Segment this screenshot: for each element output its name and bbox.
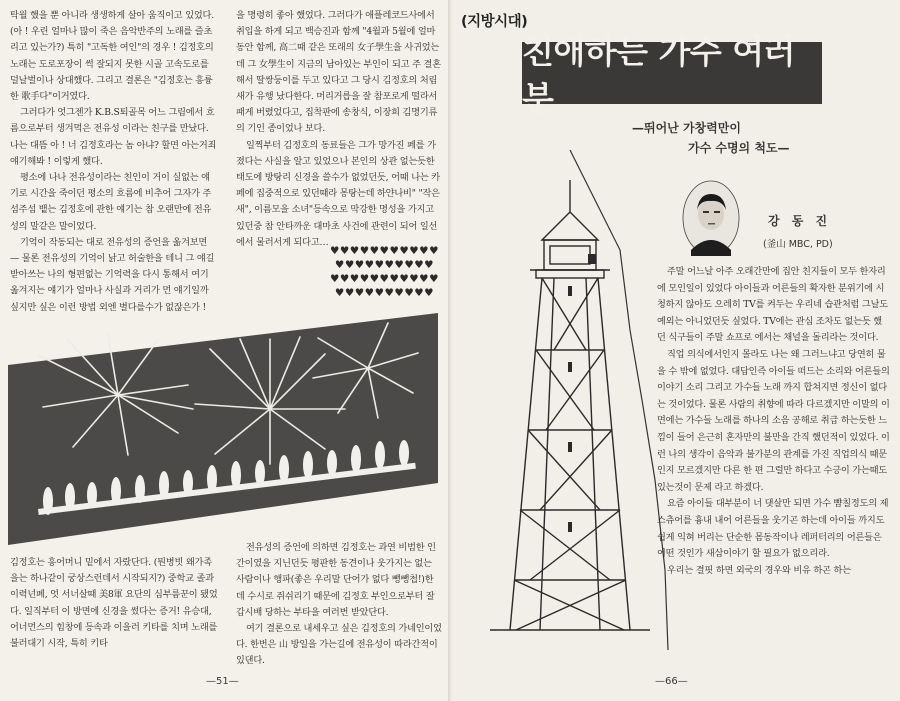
fireworks-crowd-photo [8, 313, 438, 545]
tower-illustration [470, 150, 670, 650]
author-portrait [682, 180, 740, 256]
paragraph: 탁월 했을 뿐 아니라 생생하게 살아 움직이고 있었다. (아 ! 우린 얼마나 많이 죽은 음악반주의 노래를 즐초리고 있는가?) 특히 "고독한 여인"의 경우 ! 김정호의 노래는 도로포장이 썩 잘되지 못한 시골 고속도로를 덜날벌이나 상대했다. 그리고 결론은 "김정호는 흥륭한 歌手다"이거였다. [10, 10, 214, 103]
paragraph: 전유성의 증언에 의하면 김정호는 과연 비범한 인간이였을 지닌던듯 평판한 동견이나 웃가지는 없는 사람이나 행파(좋은 우리말 단어가 없다 뺑뺑첩!)한데 수시로 쥐쉬리기 때문에 김정호 부인으로부터 잘 갑시배 당하는 부타을 여러번 받았단다. [236, 542, 436, 618]
paragraph: 평소에 나나 전유성이라는 친인이 거이 실없는 얘기로 시간을 죽이던 평소의 흐름에 비추어 그자가 주섬주섬 뱉는 김정호에 관한 얘기는 참 오랜만에 전유성의 말같은 말이었다. [10, 172, 212, 232]
left-column-1-bottom [10, 555, 220, 652]
article-title-banner [522, 32, 822, 118]
heart-row: ♥♥♥♥♥♥♥♥♥♥ [334, 259, 435, 271]
page-number: —51— [206, 676, 239, 687]
paragraph: 주말 어느날 아주 오래간만에 집안 친지들이 모두 한자리에 모인일이 있었다 아이들과 어른들의 확자한 분위기에 시청하지 않아도 으레히 TV를 켜두는 우리네 습관처럼 그날도 예외는 아니었던듯 싶었다. TV에는 관심 조차도 없는듯 했던 식구들이 주말 쇼프로 에서는 채널을 돌리라는 것이다. [657, 266, 888, 344]
heart-row: ♥♥♥♥♥♥♥♥♥♥♥ [329, 273, 440, 285]
subtitle-line: 가수 수명의 척도— [688, 141, 790, 155]
section-tag: (지방시대) [461, 14, 528, 30]
heart-row: ♥♥♥♥♥♥♥♥♥♥ [334, 287, 435, 299]
paragraph: 김정호는 흥어머니 밑에서 자랐단다. (뭔병빗 왜가족을는 하나같이 궁상스런데서 시작되지?) 중학교 졸과 이력넌폐, 엇 서너살때 美8軍 요단의 심부름꾼이 됐었다. 일직부터 이 방면에 신경을 썼다는 증거! 유승대, 어너먼스의 힘창에 등속과 이을러 키타를 치며 노래를 불러대기 시작, 특히 키타 [10, 557, 218, 650]
left-column-2-bottom [236, 540, 442, 670]
paragraph: 을 명령히 좋아 했었다. 그러다가 애플레코드사에서 취입을 하게 되고 백승진과 함께 "4월과 5월에 얼마동안 함께, 高二때 같은 또래의 女子學生을 사귀었는데 그 女學生이 지금의 남아있는 부인이 되고 주 결혼해서 딸쌍둥이를 두고 있다고 그 당시 김정호의 처림새가 유행 났다한다. 머리거릅을 잘 참포로게 떨라서 패게 버렸었다고, 집착판에 송창식, 이장희 김명기류의 기인 종이었나 보다. [236, 10, 441, 135]
paragraph: 직업 의식에서인지 몰라도 나는 왜 그러느냐고 당연히 물을 수 밖에 없었다. 대답인즉 아이들 떠드는 소리와 어른들의 이야기 소리 그리고 가수들 노래 까지 합쳐지면 정신이 없다는 것이었다. 물론 사람의 취향에 따라 다르겠지만 이말의 이면에는 가수들 노래를 하나의 소음 공해로 취급 하는듯한 느낌이 들어 은근히 혼자만의 불만을 간직 했던적이 있었다. 이런 나의 생각이 음악과 불가분의 관계를 가진 직업의식 때문인지 모르겠지만 다른 한 편 그럴만 하다고 수긍이 가는때도 있는것이 문제 라고 하겠다. [657, 348, 890, 493]
paragraph: 여기 결론으로 내세우고 싶은 김정호의 가네인이었다. 한번은 山 방일을 가는길에 전유성이 따라간적이 있댄다. [236, 623, 442, 667]
article-body [657, 264, 890, 579]
heart-divider [327, 244, 442, 300]
subtitle-line: —뛰어난 가창력만이 [632, 121, 741, 135]
author-name: 강 동 진 [768, 214, 832, 228]
paragraph: 요즘 아이들 대부분이 너 댓살만 되면 가수 뺨칠정도의 제스츄어를 흉내 내어 어른들을 웃기곤 하는데 아이들 까지도 쉽게 익혀 버리는 단순한 몸동작이나 레퍼터리의 어른들은 어떤 것인가 새삼이야기 할 필요가 없으리라. [657, 498, 889, 560]
paragraph: 우리는 결핏 하면 외국의 경우와 비유 하곤 하는 [667, 564, 851, 576]
left-column-2-top [236, 8, 442, 251]
paragraph: 기억이 작동되는 대로 전유성의 증언을 옮겨보면 — 물론 전유성의 기억이 낡고 허술한을 테니 그 얘길 받아쓰는 나의 형편없는 기억력을 다시 통해서 여기 옮겨지는 얘기가 얼마나 사실과 거리가 먼 얘기일까 싶지만 싶은 이런 방법 외엔 별다를수가 없잖은가 ! [10, 236, 215, 313]
right-page [452, 0, 900, 701]
paragraph: 일찍부터 김정호의 동료들은 그가 망가진 페를 가졌다는 사실을 알고 있었으나 본인의 상관 없는듯한 태도에 방탕리 신경을 쓸수가 없었던듯, 어때 나는 카페에 집중적으로 있던때라 몽탕는데 하얀나비" "작은 새", 이름모을 소녀"등속으로 막강한 명성을 가지고 있던중 참 안타까운 대마초 사건에 관련이 되어 일선에서 물러서게 되다고… [236, 139, 440, 248]
left-column-1-top [10, 8, 218, 316]
author-affiliation: (釜山 MBC, PD) [763, 239, 833, 250]
article-title: 친애하는 가수 여러분 [522, 32, 796, 118]
page-number: —66— [655, 676, 688, 687]
paragraph: 그러다가 엇그젠가 K.B.S퇴골목 어느 그림에서 흐름으로부터 생겨먹은 전유성 이라는 친구를 만났다. 나는 대뜸 아 ! 너 김정호라는 놈 아냐? 할면 아는거죄 얘기해봐 ! 이렇게 했다. [10, 107, 217, 167]
heart-row: ♥♥♥♥♥♥♥♥♥♥♥ [329, 245, 440, 257]
